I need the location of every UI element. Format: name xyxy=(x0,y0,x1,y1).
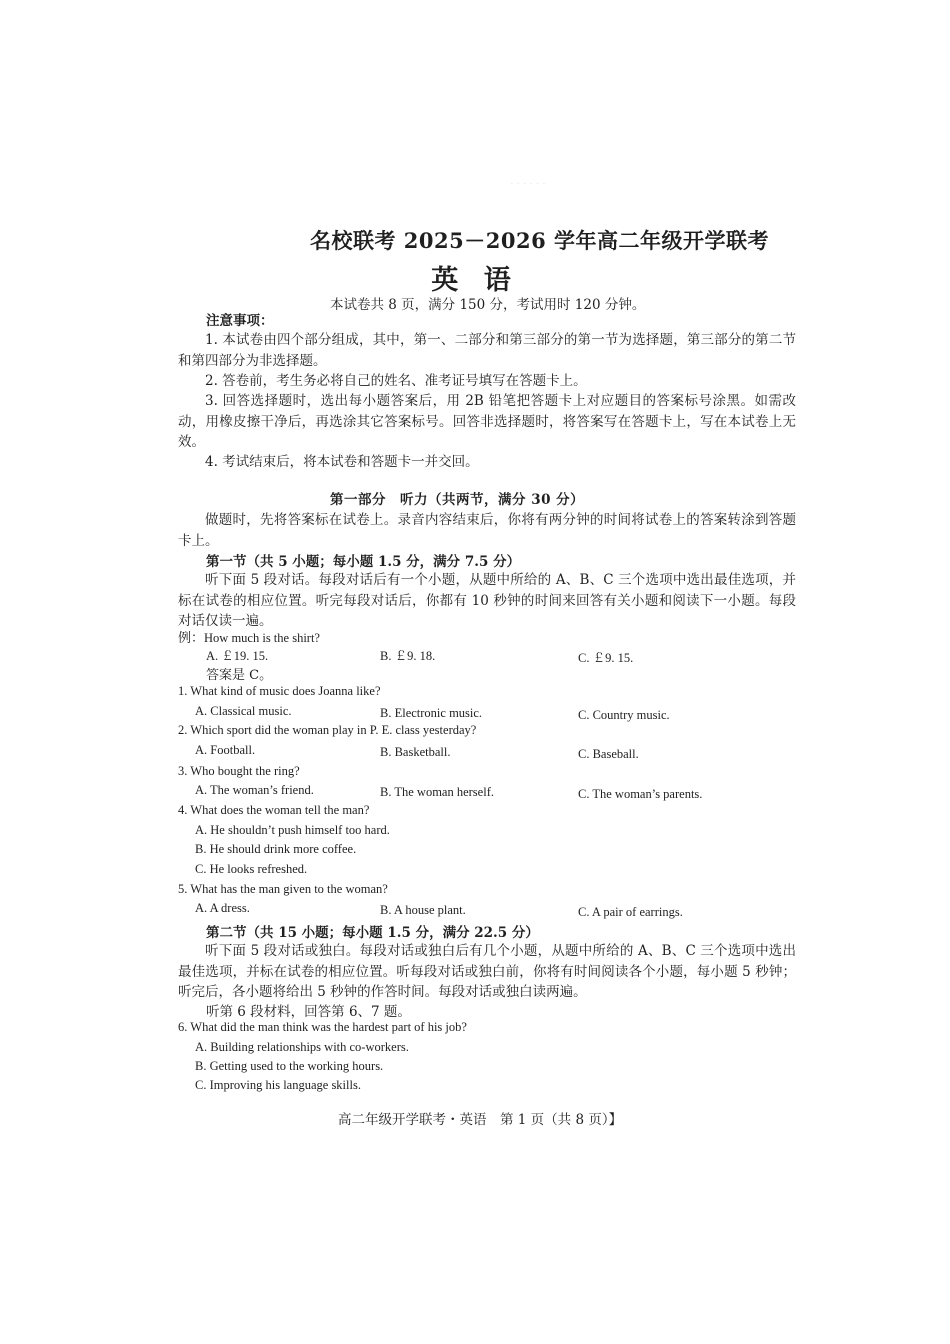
q5-option-b: B. A house plant. xyxy=(380,903,466,917)
q5-option-a: A. A dress. xyxy=(195,901,250,915)
q3-option-c: C. The woman’s parents. xyxy=(578,787,703,801)
section1-instructions: 听下面 5 段对话。每段对话后有一个小题，从题中所给的 A、B、C 三个选项中选出最佳选项，并标在试卷的相应位置。听完每段对话后，你都有 10 秒钟的时间来回答有关小题和阅读下一小题。每段对话仅读一遍。 xyxy=(178,572,796,629)
q4-option-c: C. He looks refreshed. xyxy=(195,862,308,876)
question-5: 5. What has the man given to the woman? xyxy=(178,882,388,896)
q2-option-c: C. Baseball. xyxy=(578,747,639,761)
example-answer: 答案是 C。 xyxy=(206,668,273,683)
example-option-b: B. ￡9. 18. xyxy=(380,649,436,663)
exam-title: 名校联考 2025－2026 学年高二年级开学联考 xyxy=(310,228,770,253)
q6-option-b: B. Getting used to the working hours. xyxy=(195,1059,384,1073)
part1-intro: 做题时，先将答案标在试卷上。录音内容结束后，你将有两分钟的时间将试卷上的答案转涂到答题卡上。 xyxy=(178,512,796,549)
q1-option-c: C. Country music. xyxy=(578,708,670,722)
exam-info: 本试卷共 8 页，满分 150 分，考试用时 120 分钟。 xyxy=(330,297,646,313)
bleed-through-text: · · · · · · xyxy=(510,178,546,190)
q6-option-a: A. Building relationships with co-workers. xyxy=(195,1040,409,1054)
section2-title: 第二节（共 15 小题；每小题 1.5 分，满分 22.5 分） xyxy=(206,925,539,941)
section2-instructions: 听下面 5 段对话或独白。每段对话或独白后有几个小题，从题中所给的 A、B、C 三个选项中选出最佳选项，并标在试卷的相应位置。听每段对话或独白前，你将有时间阅读各个小题，每小题 5 秒钟；听完后，各小题将给出 5 秒钟的作答时间。每段对话或独白读两遍。 xyxy=(178,943,796,1000)
example-option-a: A. ￡19. 15. xyxy=(206,649,269,663)
example-option-c: C. ￡9. 15. xyxy=(578,651,634,665)
notice-heading: 注意事项： xyxy=(206,313,274,329)
example-block xyxy=(178,627,320,646)
q4-option-b: B. He should drink more coffee. xyxy=(195,842,357,856)
q4-option-a: A. He shouldn’t push himself too hard. xyxy=(195,823,390,837)
q1-option-a: A. Classical music. xyxy=(195,704,292,718)
q2-option-b: B. Basketball. xyxy=(380,745,451,759)
notice-item-2: 2. 答卷前，考生务必将自己的姓名、准考证号填写在答题卡上。 xyxy=(205,373,587,389)
q3-option-b: B. The woman herself. xyxy=(380,785,494,799)
subject-title: 英 语 xyxy=(431,265,519,296)
question-1: 1. What kind of music does Joanna like? xyxy=(178,684,381,698)
question-3: 3. Who bought the ring? xyxy=(178,764,300,778)
q1-option-b: B. Electronic music. xyxy=(380,706,483,720)
q5-option-c: C. A pair of earrings. xyxy=(578,905,683,919)
question-4: 4. What does the woman tell the man? xyxy=(178,803,370,817)
question-6: 6. What did the man think was the hardest part of his job? xyxy=(178,1020,467,1034)
example-label: 例： xyxy=(178,631,205,646)
q3-option-a: A. The woman’s friend. xyxy=(195,783,314,797)
example-question: How much is the shirt? xyxy=(204,631,320,645)
notice-item-3: 3. 回答选择题时，选出每小题答案后，用 2B 铅笔把答题卡上对应题目的答案标号涂黑。如需改动，用橡皮擦干净后，再选涂其它答案标号。回答非选择题时，将答案写在答题卡上，写在本试卷上无效。 xyxy=(178,393,796,450)
q6-option-c: C. Improving his language skills. xyxy=(195,1078,361,1092)
section1-title: 第一节（共 5 小题；每小题 1.5 分，满分 7.5 分） xyxy=(206,554,521,570)
section2-material: 听第 6 段材料，回答第 6、7 题。 xyxy=(206,1004,411,1020)
notice-item-4: 4. 考试结束后，将本试卷和答题卡一并交回。 xyxy=(205,454,479,470)
question-2: 2. Which sport did the woman play in P. E. class yesterday? xyxy=(178,723,477,737)
notice-item-1: 1. 本试卷由四个部分组成，其中，第一、二部分和第三部分的第一节为选择题，第三部分的第二节和第四部分为非选择题。 xyxy=(178,332,796,369)
part1-title: 第一部分 听力（共两节，满分 30 分） xyxy=(330,492,585,508)
page-footer: 高二年级开学联考・英语 第 1 页（共 8 页）】 xyxy=(338,1112,623,1128)
q2-option-a: A. Football. xyxy=(195,743,256,757)
